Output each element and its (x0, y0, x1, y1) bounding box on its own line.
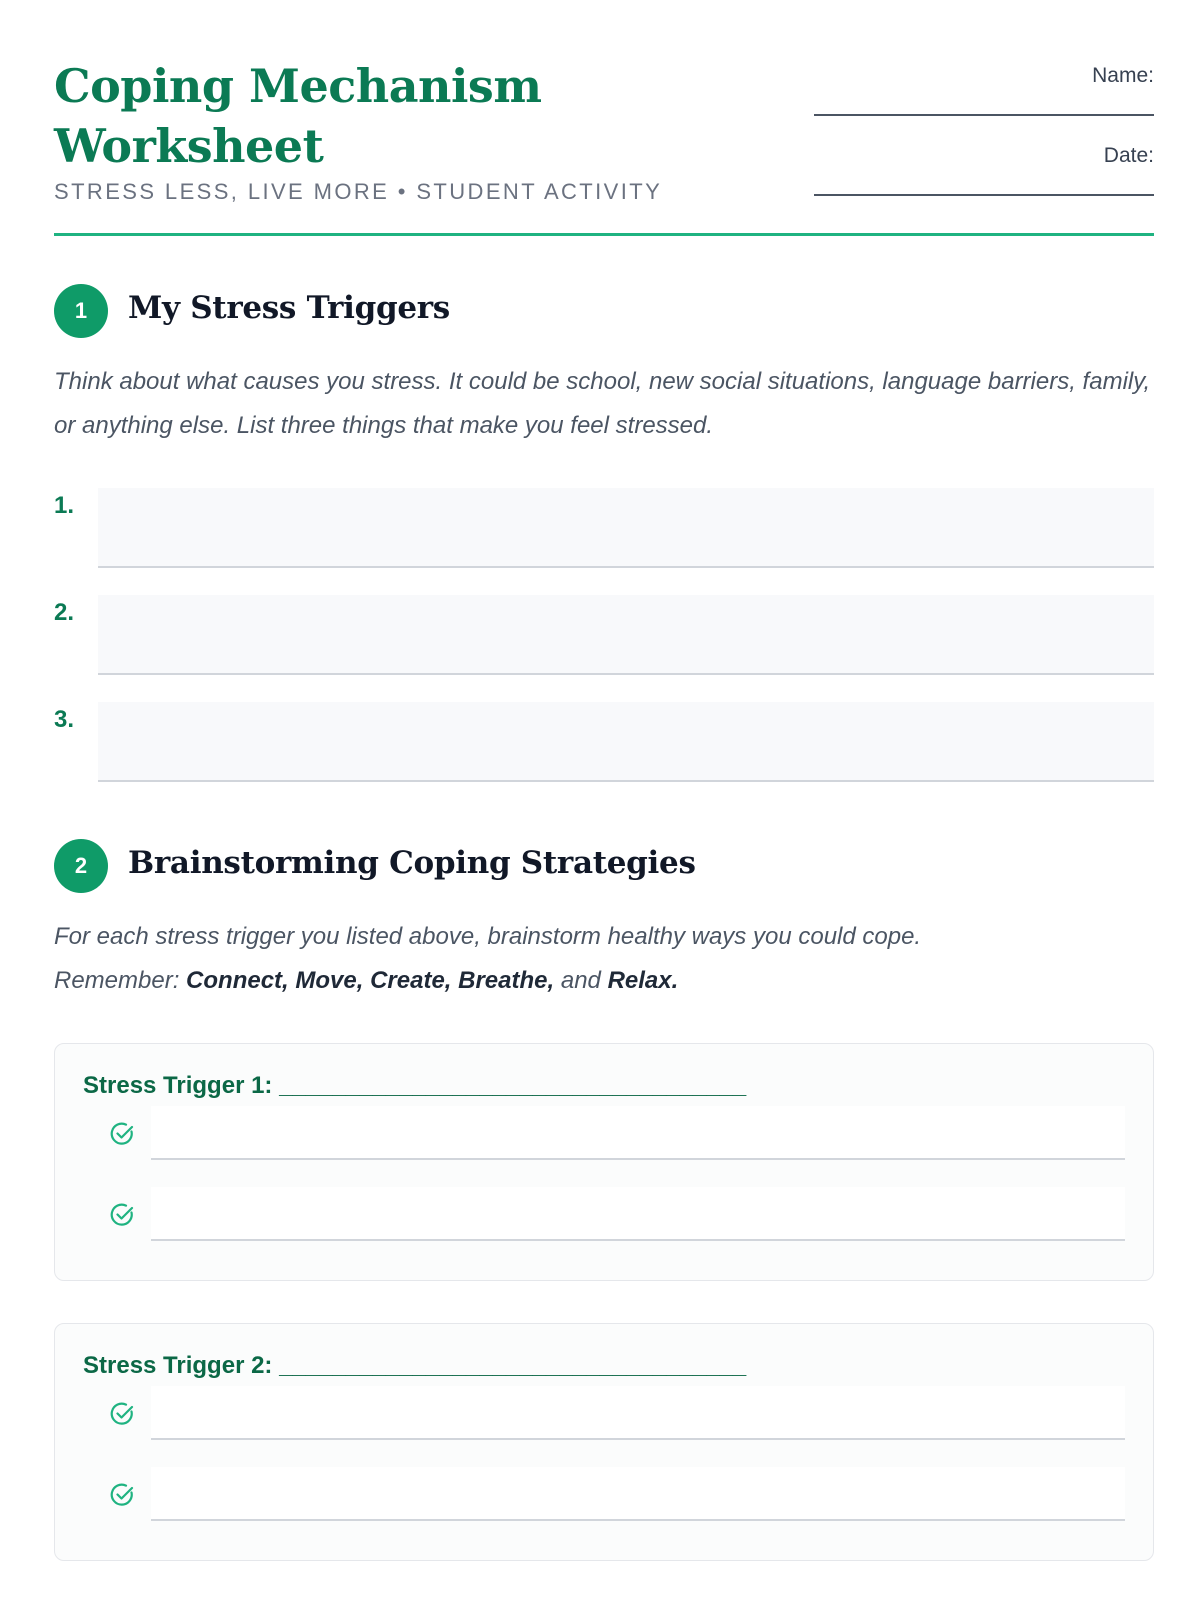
header-divider (54, 233, 1154, 236)
strategy-answer-field[interactable] (151, 1467, 1125, 1521)
trigger-answer-field[interactable] (98, 488, 1154, 568)
section-stress-triggers (54, 284, 1154, 809)
trigger-answer-field[interactable] (98, 702, 1154, 782)
keyword-create: Create, (370, 967, 459, 994)
strategy-list (83, 1106, 1125, 1268)
trigger-list (54, 488, 1154, 809)
trigger-number: 2. (54, 599, 75, 626)
section-instructions: Think about what causes you stress. It could be school, new social situations, language barriers, family, or anything else. List three things that make you feel stressed. (54, 368, 1151, 439)
strategy-item (83, 1467, 1125, 1548)
name-date-block (814, 58, 1154, 218)
strategy-answer-field[interactable] (151, 1106, 1125, 1160)
trigger-item (54, 488, 1154, 595)
name-row (814, 58, 1154, 138)
and-text: and (554, 967, 608, 994)
strategy-answer-field[interactable] (151, 1386, 1125, 1440)
section-coping-strategies (54, 839, 1154, 1561)
keyword-relax: Relax. (607, 967, 679, 994)
check-circle-icon (109, 1400, 137, 1428)
section-heading (54, 284, 1154, 340)
worksheet-header (54, 56, 1154, 236)
check-circle-icon (109, 1120, 137, 1148)
page-subtitle: STRESS LESS, LIVE MORE • STUDENT ACTIVITY (54, 179, 663, 204)
date-row (814, 138, 1154, 218)
check-circle-icon (109, 1201, 137, 1229)
card-title: Stress Trigger 2: ___________________________________ (83, 1352, 747, 1379)
strategy-item (83, 1106, 1125, 1187)
strategy-item (83, 1187, 1125, 1268)
name-label: Name: (1092, 64, 1154, 87)
date-field[interactable] (814, 194, 1154, 196)
instructions-line: For each stress trigger you listed above, brainstorm healthy ways you could cope. (54, 923, 922, 950)
strategy-card (54, 1323, 1154, 1561)
trigger-item (54, 595, 1154, 702)
section-number-badge: 2 (54, 839, 108, 893)
name-field[interactable] (814, 114, 1154, 116)
keyword-connect: Connect, (186, 967, 296, 994)
check-circle-icon (109, 1481, 137, 1509)
worksheet-page (54, 56, 1154, 1379)
trigger-number: 1. (54, 492, 75, 519)
keyword-move: Move, (295, 967, 371, 994)
trigger-item (54, 702, 1154, 809)
section-instructions (54, 915, 1154, 1003)
section-number-badge: 1 (54, 284, 108, 338)
card-title: Stress Trigger 1: ___________________________________ (83, 1072, 747, 1099)
strategy-item (83, 1386, 1125, 1467)
date-label: Date: (1103, 144, 1154, 167)
section-title: My Stress Triggers (128, 290, 450, 326)
strategy-answer-field[interactable] (151, 1187, 1125, 1241)
strategy-list (83, 1386, 1125, 1548)
trigger-answer-field[interactable] (98, 595, 1154, 675)
strategy-card (54, 1043, 1154, 1281)
page-title: Coping Mechanism Worksheet (54, 59, 542, 173)
section-heading (54, 839, 1154, 895)
trigger-number: 3. (54, 706, 75, 733)
keyword-breathe: Breathe, (458, 967, 555, 994)
remember-prefix: Remember: (54, 967, 187, 994)
section-title: Brainstorming Coping Strategies (128, 845, 696, 881)
